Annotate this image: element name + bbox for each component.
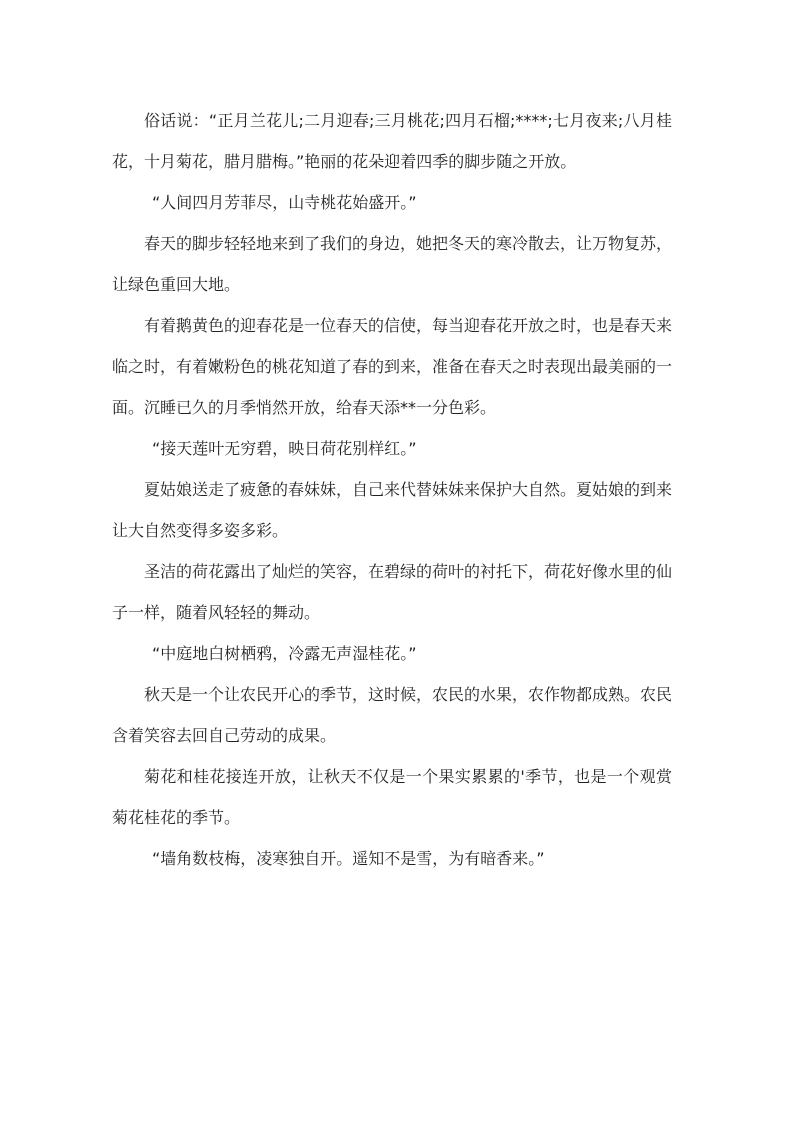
document-body (112, 100, 672, 879)
paragraph-summer-arrival: 夏姑娘送走了疲惫的春妹妹，自己来代替妹妹来保护大自然。夏姑娘的到来让大自然变得多姿多彩。 (112, 480, 673, 540)
poem-line-summer: “接天莲叶无穷碧，映日荷花别样红。” (152, 439, 417, 458)
paragraph-spring-arrival: 春天的脚步轻轻地来到了我们的身边，她把冬天的寒冷散去，让万物复苏，让绿色重回大地。 (112, 234, 673, 294)
poem-line-winter: “墙角数枝梅，凌寒独自开。遥知不是雪，为有暗香来。” (152, 849, 545, 868)
paragraph-intro: 俗话说：“正月兰花儿;二月迎春;三月桃花;四月石榴;****;七月夜来;八月桂花，十月菊花，腊月腊梅。”艳丽的花朵迎着四季的脚步随之开放。 (112, 111, 672, 171)
paragraph-spring-flowers: 有着鹅黄色的迎春花是一位春天的信使，每当迎春花开放之时，也是春天来临之时，有着嫩粉色的桃花知道了春的到来，准备在春天之时表现出最美丽的一面。沉睡已久的月季悄然开放，给春天添**一分色彩。 (112, 316, 673, 417)
paragraph-summer-lotus: 圣洁的荷花露出了灿烂的笑容，在碧绿的荷叶的衬托下，荷花好像水里的仙子一样，随着风轻轻的舞动。 (112, 562, 673, 622)
poem-line-spring: “人间四月芳菲尽，山寺桃花始盛开。” (152, 193, 417, 212)
paragraph-autumn-flowers: 菊花和桂花接连开放，让秋天不仅是一个果实累累的'季节，也是一个观赏菊花桂花的季节。 (112, 767, 672, 827)
paragraph-autumn-harvest: 秋天是一个让农民开心的季节，这时候，农民的水果，农作物都成熟。农民含着笑容去回自己劳动的成果。 (112, 685, 673, 745)
poem-line-autumn: “中庭地白树栖鸦，冷露无声湿桂花。” (152, 644, 417, 663)
